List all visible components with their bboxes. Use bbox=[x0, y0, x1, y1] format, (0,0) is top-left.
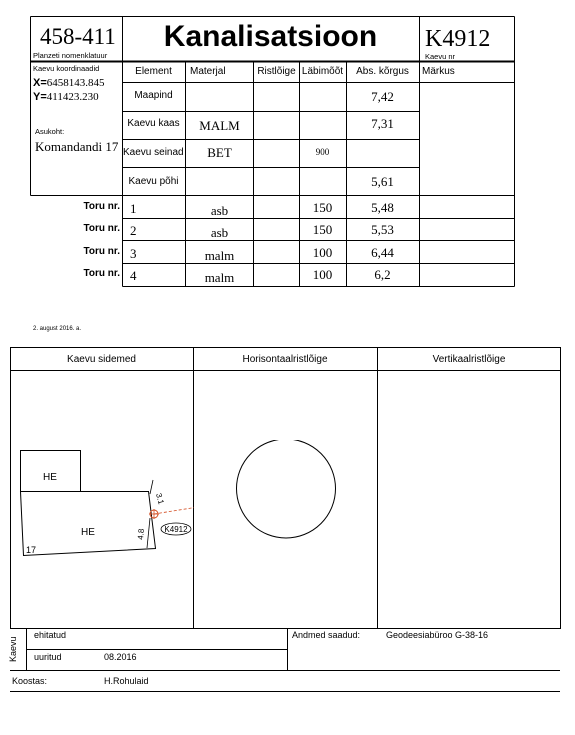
coord-y-prefix: Y= bbox=[33, 91, 47, 103]
pipe-1-diameter: 150 bbox=[312, 200, 333, 215]
building-small-label: HE bbox=[43, 472, 57, 483]
building-large-outline bbox=[21, 492, 156, 556]
coords-caption: Kaevu koordinaadid bbox=[33, 64, 100, 73]
col-header-remarks: Märkus bbox=[422, 66, 455, 77]
col-header-material: Materjal bbox=[190, 66, 226, 77]
col-header-element: Element bbox=[135, 66, 172, 77]
connection-line bbox=[154, 503, 194, 514]
pipe-label-1: Toru nr. bbox=[83, 201, 120, 212]
pipe-4-diameter: 100 bbox=[312, 267, 333, 282]
document-date: 2. august 2016. a. bbox=[33, 326, 82, 332]
row-element-ground: Maapind bbox=[134, 90, 173, 101]
horizontal-section-sketch bbox=[235, 440, 340, 540]
panel-title-vertical: Vertikaalristlõige bbox=[432, 354, 506, 365]
coord-x-prefix: X= bbox=[33, 77, 47, 89]
pipe-4-number: 4 bbox=[130, 268, 137, 283]
house-number: 17 bbox=[26, 545, 37, 555]
pipe-2-height: 5,53 bbox=[371, 222, 394, 237]
footer-data-source-value: Geodeesiabüroo G-38-16 bbox=[386, 630, 489, 640]
page-title: Kanalisatsioon bbox=[163, 20, 378, 53]
nomenclature-caption: Planzeti nomenklatuur bbox=[33, 51, 108, 60]
panel-title-horizontal: Horisontaalristlõige bbox=[242, 354, 328, 365]
row-walls-diameter: 900 bbox=[315, 147, 330, 157]
pipe-4-height: 6,2 bbox=[374, 267, 391, 282]
coord-y-value: 411423.230 bbox=[46, 91, 99, 103]
building-large-label: HE bbox=[81, 527, 95, 538]
pipe-1-height: 5,48 bbox=[371, 200, 394, 215]
pipe-3-diameter: 100 bbox=[312, 245, 333, 260]
well-circle bbox=[237, 440, 336, 538]
row-lid-height: 7,31 bbox=[371, 116, 394, 131]
well-number-caption: Kaevu nr bbox=[425, 52, 456, 61]
pipe-1-material: asb bbox=[210, 203, 229, 218]
dimension-line-side bbox=[147, 518, 150, 548]
row-bottom-height: 5,61 bbox=[371, 174, 394, 189]
pipe-1-number: 1 bbox=[130, 201, 137, 216]
pipe-label-4: Toru nr. bbox=[83, 268, 120, 279]
pipe-3-number: 3 bbox=[130, 246, 137, 261]
connections-sketch bbox=[10, 440, 194, 560]
footer-examined-value: 08.2016 bbox=[104, 652, 137, 662]
row-element-walls: Kaevu seinad bbox=[123, 147, 184, 158]
col-header-cross-section: Ristlõige bbox=[257, 66, 296, 77]
col-header-diameter: Läbimõõt bbox=[301, 66, 344, 77]
coord-y bbox=[33, 91, 99, 103]
row-ground-height: 7,42 bbox=[371, 89, 394, 104]
coord-x-value: 6458143.845 bbox=[46, 77, 105, 89]
row-element-bottom: Kaevu põhi bbox=[128, 176, 179, 187]
pipe-3-height: 6,44 bbox=[371, 245, 394, 260]
dimension-side-label: 4.8 bbox=[136, 528, 146, 541]
location-caption: Asukoht: bbox=[35, 127, 65, 136]
footer-compiled-label: Koostas: bbox=[12, 676, 48, 686]
dimension-top-label: 3.1 bbox=[154, 492, 166, 506]
pipe-2-diameter: 150 bbox=[312, 222, 333, 237]
coord-x bbox=[33, 77, 105, 89]
pipe-4-material: malm bbox=[204, 270, 235, 285]
pipe-2-material: asb bbox=[210, 225, 229, 240]
pipe-3-material: malm bbox=[204, 248, 235, 263]
footer-side-label: Kaevu bbox=[8, 636, 18, 662]
footer-compiled-value: H.Rohulaid bbox=[104, 676, 149, 686]
footer-data-source-label: Andmed saadud: bbox=[292, 630, 361, 640]
well-label: K4912 bbox=[164, 525, 188, 534]
building-small-outline bbox=[21, 451, 81, 492]
footer-built-label: ehitatud bbox=[34, 630, 67, 640]
location-value: Komandandi 17 bbox=[35, 139, 119, 154]
row-element-lid: Kaevu kaas bbox=[127, 118, 180, 129]
panel-title-connections: Kaevu sidemed bbox=[67, 354, 136, 365]
row-walls-material: BET bbox=[207, 145, 232, 160]
well-number: K4912 bbox=[425, 26, 491, 52]
row-lid-material: MALM bbox=[199, 118, 240, 133]
pipe-2-number: 2 bbox=[130, 223, 137, 238]
pipe-label-2: Toru nr. bbox=[83, 223, 120, 234]
col-header-abs-height: Abs. kõrgus bbox=[356, 66, 409, 77]
pipe-label-3: Toru nr. bbox=[83, 246, 120, 257]
footer-examined-label: uuritud bbox=[34, 652, 62, 662]
nomenclature-value: 458-411 bbox=[40, 24, 116, 49]
dimension-line-top bbox=[150, 480, 153, 494]
